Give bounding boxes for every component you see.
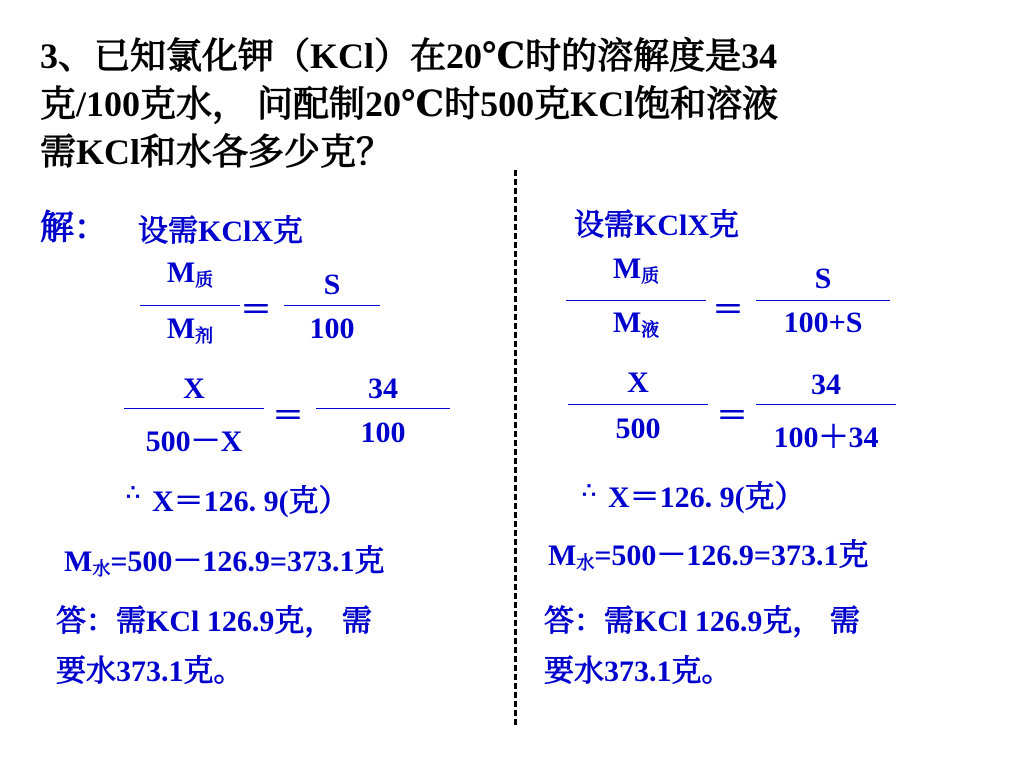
right-f1-denominator: $M_液$ xyxy=(612,306,660,340)
right-answer-line-1: 答：需KCl 126.9克， 需 xyxy=(544,605,860,638)
left-answer-line-1: 答：需KCl 126.9克， 需 xyxy=(56,605,372,638)
right-f2-right-numerator: 34 xyxy=(811,368,841,401)
left-f2-right-numerator: 34 xyxy=(368,372,398,405)
left-f2-right-denominator: 100 xyxy=(360,416,406,449)
left-f1-right-denominator: 100 xyxy=(309,312,355,345)
left-f1-denominator: $M_剂$ xyxy=(166,312,214,346)
left-f1-equals: ＝ xyxy=(240,291,273,327)
right-f1-right-bar xyxy=(756,300,890,301)
question-text xyxy=(40,32,980,176)
right-answer-line-2: 要水373.1克。 xyxy=(544,655,732,688)
left-f1-bar xyxy=(140,305,240,306)
right-f2-equals: ＝ xyxy=(716,397,749,433)
left-water-mass: $M_水=500-126.9=373.1$克 xyxy=(64,545,385,579)
solution-label: 解： xyxy=(40,210,108,247)
left-f1-numerator: $M_质$ xyxy=(166,256,214,290)
right-f1-right-numerator: S xyxy=(814,262,832,295)
left-f2-equals: ＝ xyxy=(272,397,305,433)
right-f2-right-denominator: 100＋34 xyxy=(773,421,879,454)
question-line-3: 需KCl和水各多少克？ xyxy=(40,132,393,172)
left-f1-right-numerator: S xyxy=(323,268,341,301)
right-f2-bar xyxy=(568,404,708,405)
left-result: X＝126. 9(克） xyxy=(152,485,349,518)
right-result: X＝126. 9(克） xyxy=(608,481,805,514)
right-f2-denominator: 500 xyxy=(615,412,661,445)
left-f1-right-bar xyxy=(284,305,380,306)
question-line-2: 克/100克水， 问配制20℃时500克KCl饱和溶液 xyxy=(40,84,779,124)
right-f1-equals: ＝ xyxy=(712,291,745,327)
right-f1-right-denominator: 100+S xyxy=(783,306,863,339)
left-therefore-symbol: ∴ xyxy=(126,480,140,505)
left-f2-right-bar xyxy=(316,408,450,409)
left-f2-denominator: 500－X xyxy=(145,425,243,458)
left-f2-numerator: X xyxy=(183,372,205,405)
column-divider xyxy=(514,170,517,725)
right-f1-bar xyxy=(566,300,706,301)
right-therefore-symbol: ∴ xyxy=(582,478,596,503)
left-f2-bar xyxy=(124,408,264,409)
right-f2-numerator: X xyxy=(627,366,649,399)
question-line-1: 3、已知氯化钾（KCl）在20℃时的溶解度是34 xyxy=(40,36,778,76)
right-setup: 设需KClX克 xyxy=(574,209,739,242)
left-setup: 设需KClX克 xyxy=(138,215,303,248)
left-answer-line-2: 要水373.1克。 xyxy=(56,655,244,688)
right-water-mass: $M_水=500-126.9=373.1$克 xyxy=(548,539,869,573)
right-f2-right-bar xyxy=(756,404,896,405)
right-f1-numerator: $M_质$ xyxy=(612,252,660,286)
